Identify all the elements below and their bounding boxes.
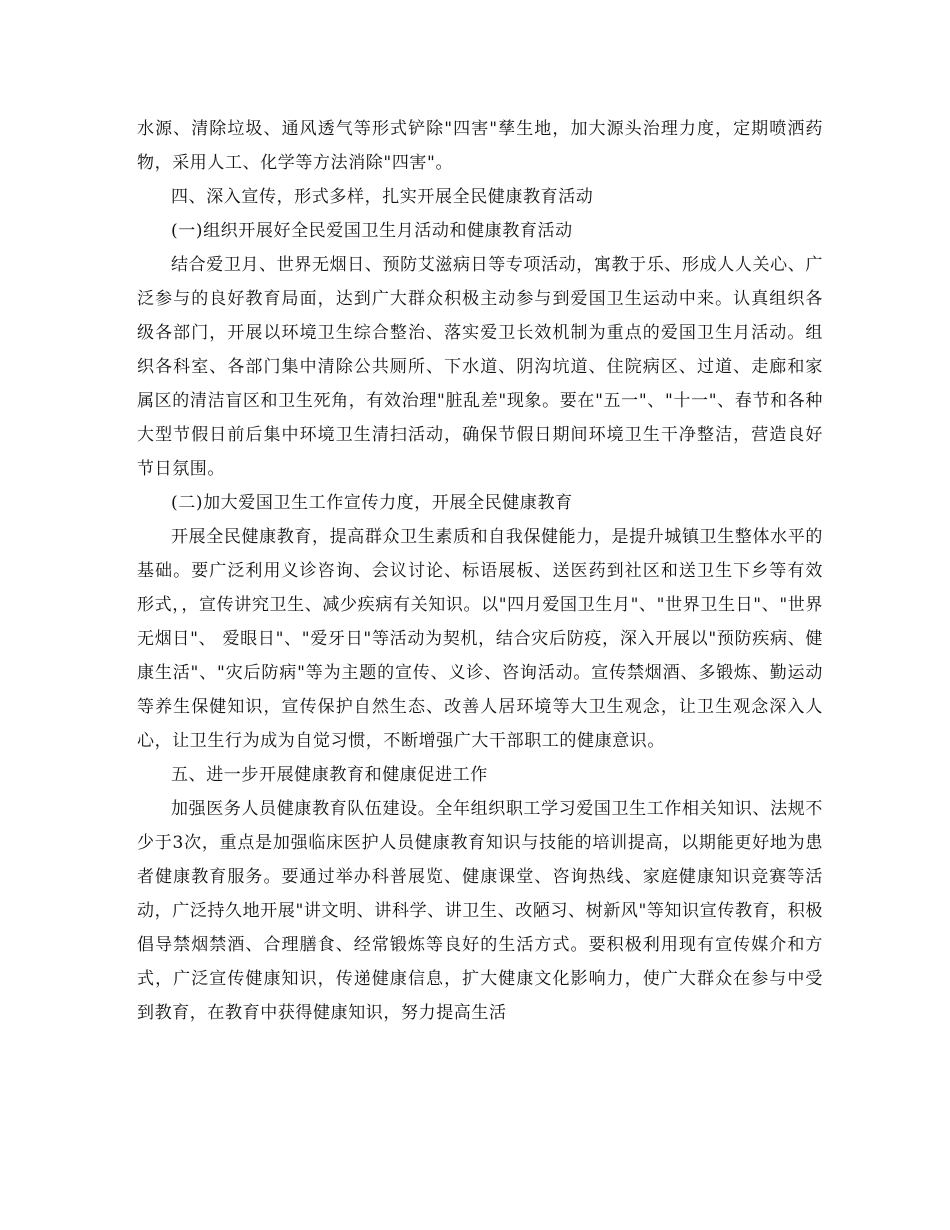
paragraph-health-promotion: 加强医务人员健康教育队伍建设。全年组织职工学习爱国卫生工作相关知识、法规不少于3次，重点是加强临床医护人员健康教育知识与技能的培训提高，以期能更好地为患者健康教育服务。要通过举办科普展览、健康课堂、咨询热线、家庭健康知识竞赛等活动，广泛持久地开展"讲文明、讲科学、讲卫生、改陋习、树新风"等知识宣传教育，积极倡导禁烟禁酒、合理膳食、经常锻炼等良好的生活方式。要积极利用现有宣传媒介和方式，广泛宣传健康知识，传递健康信息，扩大健康文化影响力，使广大群众在参与中受到教育，在教育中获得健康知识，努力提高生活 bbox=[137, 799, 823, 1023]
subsection-heading-1: (一)组织开展好全民爱国卫生月活动和健康教育活动 bbox=[171, 221, 573, 241]
paragraph-health-month: 结合爱卫月、世界无烟日、预防艾滋病日等专项活动，寓教于乐、形成人人关心、广泛参与的良好教育局面，达到广大群众积极主动参与到爱国卫生运动中来。认真组织各级各部门，开展以环境卫生综合整治、落实爱卫长效机制为重点的爱国卫生月活动。组织各科室、各部门集中清除公共厕所、下水道、阴沟坑道、住院病区、过道、走廊和家属区的清洁盲区和卫生死角，有效治理"脏乱差"现象。要在"五一"、"十一"、春节和各种大型节假日前后集中环境卫生清扫活动，确保节假日期间环境卫生干净整洁，营造良好节日氛围。 bbox=[137, 255, 823, 479]
document-body bbox=[137, 112, 823, 1030]
section-heading-4: 四、深入宣传，形式多样，扎实开展全民健康教育活动 bbox=[171, 187, 594, 207]
subsection-heading-2: (二)加大爱国卫生工作宣传力度，开展全民健康教育 bbox=[171, 493, 573, 513]
section-heading-5: 五、进一步开展健康教育和健康促进工作 bbox=[171, 765, 488, 785]
paragraph-health-education: 开展全民健康教育，提高群众卫生素质和自我保健能力，是提升城镇卫生整体水平的基础。要广泛利用义诊咨询、会议讨论、标语展板、送医药到社区和送卫生下乡等有效形式，，宣传讲究卫生、减少疾病有关知识。以"四月爱国卫生月"、"世界卫生日"、"世界无烟日"、 爱眼日"、"爱牙日"等活动为契机，结合灾后防疫，深入开展以"预防疾病、健康生活"、"灾后防病"等为主题的宣传、义诊、咨询活动。宣传禁烟酒、多锻炼、勤运动等养生保健知识，宣传保护自然生态、改善人居环境等大卫生观念，让卫生观念深入人心，让卫生行为成为自觉习惯，不断增强广大干部职工的健康意识。 bbox=[137, 527, 823, 751]
paragraph-continuation: 水源、清除垃圾、通风透气等形式铲除"四害"孳生地，加大源头治理力度，定期喷洒药物，采用人工、化学等方法消除"四害"。 bbox=[137, 119, 823, 173]
